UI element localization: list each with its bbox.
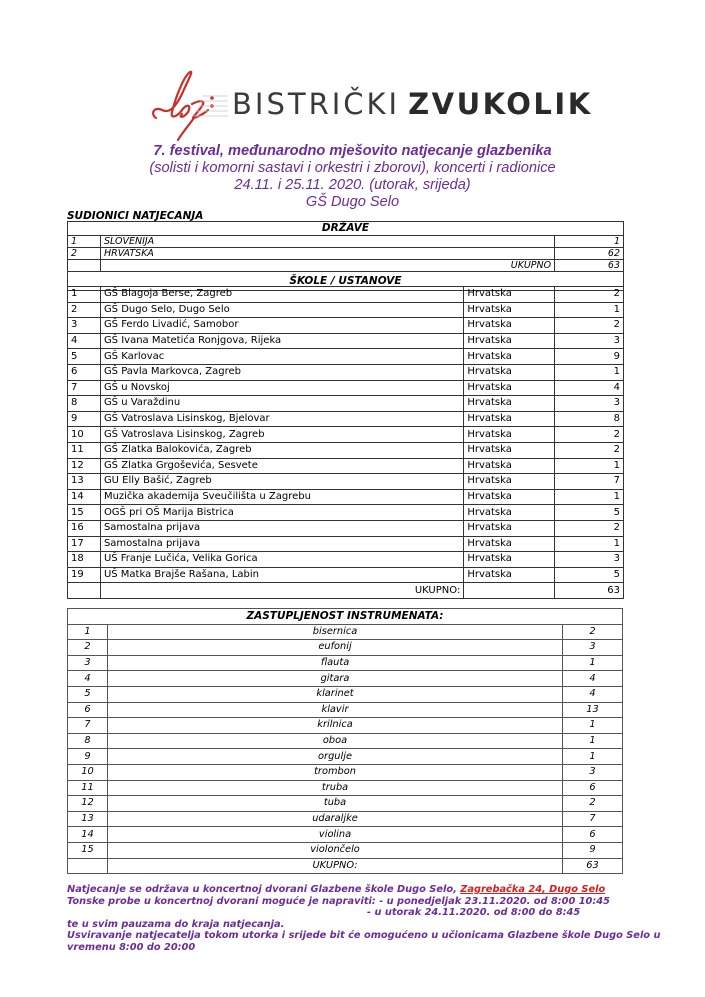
instrument-name: violina	[107, 827, 562, 843]
instrument-count: 6	[563, 827, 623, 843]
row-number: 17	[68, 536, 101, 552]
school-country: Hrvatska	[464, 333, 555, 349]
school-name: Samostalna prijava	[100, 536, 463, 552]
school-country: Hrvatska	[464, 505, 555, 521]
table-row	[68, 780, 623, 796]
school-count: 5	[555, 505, 624, 521]
empty-cell	[68, 260, 101, 272]
table-row	[68, 302, 624, 318]
row-number: 19	[68, 567, 101, 583]
row-number: 4	[68, 671, 108, 687]
row-number: 12	[68, 458, 101, 474]
instrument-count: 2	[563, 624, 623, 640]
row-number: 7	[68, 718, 108, 734]
instruments-heading: ZASTUPLJENOST INSTRUMENATA:	[68, 609, 623, 625]
instrument-count: 1	[563, 655, 623, 671]
section-label-participants: SUDIONICI NATJECANJA	[67, 210, 204, 222]
country-name: SLOVENIJA	[100, 236, 554, 248]
total-value: 63	[563, 858, 623, 874]
table-row	[68, 764, 623, 780]
school-count: 1	[555, 536, 624, 552]
school-country: Hrvatska	[464, 567, 555, 583]
instrument-name: bisernica	[107, 624, 562, 640]
table-row	[68, 474, 624, 490]
notes-soundcheck-line: Tonske probe u koncertnoj dvorani moguće je napraviti: - u ponedjeljak 23.11.2020. od 8:00 10:45	[67, 895, 610, 907]
table-row	[68, 333, 624, 349]
school-count: 1	[555, 364, 624, 380]
row-number: 1	[68, 236, 101, 248]
total-value: 63	[555, 260, 624, 272]
school-name: GŠ Zlatka Balokovića, Zagreb	[100, 442, 463, 458]
logo-word-bistricki: BISTRIČKI	[232, 87, 401, 121]
instrument-name: flauta	[107, 655, 562, 671]
table-row	[68, 396, 624, 412]
school-count: 2	[555, 427, 624, 443]
row-number: 6	[68, 702, 108, 718]
instrument-name: eufonij	[107, 640, 562, 656]
table-row	[68, 489, 624, 505]
table-row	[68, 505, 624, 521]
row-number: 18	[68, 552, 101, 568]
row-number: 15	[68, 842, 108, 858]
school-count: 2	[555, 442, 624, 458]
school-name: GŠ Vatroslava Lisinskog, Bjelovar	[100, 411, 463, 427]
school-count: 3	[555, 396, 624, 412]
total-label: UKUPNO:	[100, 583, 463, 599]
instrument-name: klarinet	[107, 686, 562, 702]
school-name: GŠ Vatroslava Lisinskog, Zagreb	[100, 427, 463, 443]
table-row	[68, 236, 624, 248]
school-country: Hrvatska	[464, 489, 555, 505]
countries-total-row	[68, 260, 624, 272]
row-number: 2	[68, 302, 101, 318]
school-country: Hrvatska	[464, 552, 555, 568]
instrument-count: 3	[563, 640, 623, 656]
school-count: 1	[555, 489, 624, 505]
table-row	[68, 842, 623, 858]
row-number: 1	[68, 287, 101, 303]
countries-heading-row	[68, 222, 624, 236]
row-number: 13	[68, 811, 108, 827]
school-country: Hrvatska	[464, 349, 555, 365]
school-country: Hrvatska	[464, 474, 555, 490]
event-notes	[67, 884, 687, 954]
country-name: HRVATSKA	[100, 248, 554, 260]
notes-pauses-line: te u svim pauzama do kraja natjecanja.	[67, 918, 285, 930]
table-row	[68, 640, 623, 656]
school-country: Hrvatska	[464, 364, 555, 380]
table-row	[68, 702, 623, 718]
school-name: OGŠ pri OŠ Marija Bistrica	[100, 505, 463, 521]
festival-venue: GŠ Dugo Selo	[305, 194, 400, 210]
row-number: 5	[68, 349, 101, 365]
row-number: 9	[68, 411, 101, 427]
school-country: Hrvatska	[464, 458, 555, 474]
row-number: 16	[68, 520, 101, 536]
school-country: Hrvatska	[464, 427, 555, 443]
table-row	[68, 536, 624, 552]
table-row	[68, 796, 623, 812]
table-row	[68, 411, 624, 427]
school-name: GU Elly Bašić, Zagreb	[100, 474, 463, 490]
table-row	[68, 671, 623, 687]
row-number: 11	[68, 442, 101, 458]
venue-address-link[interactable]: Zagrebačka 24, Dugo Selo	[460, 884, 606, 895]
instrument-name: oboa	[107, 733, 562, 749]
instrument-name: orgulje	[107, 749, 562, 765]
row-number: 2	[68, 640, 108, 656]
school-name: Muzička akademija Sveučilišta u Zagrebu	[100, 489, 463, 505]
festival-dates: 24.11. i 25.11. 2020. (utorak, srijeda)	[234, 177, 471, 193]
instrument-name: tuba	[107, 796, 562, 812]
instrument-name: violončelo	[107, 842, 562, 858]
instrument-name: udaraljke	[107, 811, 562, 827]
festival-subtitle: (solisti i komorni sastavi i orkestri i zborovi), koncerti i radionice	[149, 160, 556, 176]
countries-table	[67, 221, 624, 291]
instrument-count: 1	[563, 749, 623, 765]
table-row	[68, 686, 623, 702]
school-name: GŠ Blagoja Berse, Zagreb	[100, 287, 463, 303]
table-row	[68, 442, 624, 458]
instrument-count: 1	[563, 718, 623, 734]
empty-cell	[68, 583, 101, 599]
row-number: 8	[68, 733, 108, 749]
instrument-name: klavir	[107, 702, 562, 718]
instrument-name: krilnica	[107, 718, 562, 734]
empty-cell	[464, 583, 555, 599]
instrument-name: truba	[107, 780, 562, 796]
table-row	[68, 364, 624, 380]
instruments-total-row	[68, 858, 623, 874]
row-number: 5	[68, 686, 108, 702]
table-row	[68, 567, 624, 583]
total-value: 63	[555, 583, 624, 599]
notes-soundcheck-line-2: - u utorak 24.11.2020. od 8:00 do 8:45	[367, 907, 581, 919]
row-number: 9	[68, 749, 108, 765]
school-count: 1	[555, 458, 624, 474]
table-row	[68, 552, 624, 568]
row-number: 10	[68, 764, 108, 780]
school-count: 2	[555, 520, 624, 536]
notes-venue-line	[67, 884, 687, 896]
row-number: 2	[68, 248, 101, 260]
festival-title: 7. festival, međunarodno mješovito natjecanje glazbenika	[153, 143, 552, 159]
logo-wordmark	[232, 87, 593, 121]
schools-heading: ŠKOLE / USTANOVE	[68, 272, 624, 291]
instrument-count: 6	[563, 780, 623, 796]
table-row	[68, 427, 624, 443]
instrument-count: 13	[563, 702, 623, 718]
row-number: 8	[68, 396, 101, 412]
table-row	[68, 349, 624, 365]
empty-cell	[68, 858, 108, 874]
schools-total-row	[68, 583, 624, 599]
schools-table	[67, 286, 624, 599]
bz-monogram-logo-icon	[148, 66, 228, 142]
school-name: GŠ Dugo Selo, Dugo Selo	[100, 302, 463, 318]
school-name: UŠ Franje Lučića, Velika Gorica	[100, 552, 463, 568]
school-country: Hrvatska	[464, 411, 555, 427]
row-number: 14	[68, 827, 108, 843]
school-count: 2	[555, 287, 624, 303]
logo-word-zvukolik: ZVUKOLIK	[408, 87, 593, 121]
school-country: Hrvatska	[464, 318, 555, 334]
school-count: 7	[555, 474, 624, 490]
table-row	[68, 749, 623, 765]
school-country: Hrvatska	[464, 520, 555, 536]
row-number: 3	[68, 318, 101, 334]
instrument-count: 2	[563, 796, 623, 812]
school-count: 5	[555, 567, 624, 583]
instruments-heading-row	[68, 609, 623, 625]
school-country: Hrvatska	[464, 302, 555, 318]
table-row	[68, 718, 623, 734]
school-count: 4	[555, 380, 624, 396]
row-number: 13	[68, 474, 101, 490]
notes-venue-text: Natjecanje se održava u koncertnoj dvorani Glazbene škole Dugo Selo,	[67, 884, 461, 895]
school-country: Hrvatska	[464, 380, 555, 396]
school-count: 8	[555, 411, 624, 427]
table-row	[68, 458, 624, 474]
school-name: UŠ Matka Brajše Rašana, Labin	[100, 567, 463, 583]
school-name: GŠ Ivana Matetića Ronjgova, Rijeka	[100, 333, 463, 349]
table-row	[68, 733, 623, 749]
row-number: 14	[68, 489, 101, 505]
table-row	[68, 287, 624, 303]
row-number: 4	[68, 333, 101, 349]
table-row	[68, 655, 623, 671]
notes-warmup-time: vremenu 8:00 do 20:00	[67, 941, 196, 953]
instruments-table	[67, 608, 623, 874]
total-label: UKUPNO:	[107, 858, 562, 874]
country-count: 1	[555, 236, 624, 248]
total-label: UKUPNO	[100, 260, 554, 272]
school-count: 9	[555, 349, 624, 365]
row-number: 11	[68, 780, 108, 796]
school-name: GŠ Zlatka Grgoševića, Sesvete	[100, 458, 463, 474]
school-country: Hrvatska	[464, 287, 555, 303]
instrument-count: 4	[563, 686, 623, 702]
row-number: 10	[68, 427, 101, 443]
school-name: GŠ u Novskoj	[100, 380, 463, 396]
row-number: 12	[68, 796, 108, 812]
school-name: GŠ Karlovac	[100, 349, 463, 365]
instrument-count: 7	[563, 811, 623, 827]
table-row	[68, 318, 624, 334]
school-name: GŠ Pavla Markovca, Zagreb	[100, 364, 463, 380]
instrument-name: trombon	[107, 764, 562, 780]
school-count: 3	[555, 333, 624, 349]
row-number: 7	[68, 380, 101, 396]
country-count: 62	[555, 248, 624, 260]
table-row	[68, 827, 623, 843]
table-row	[68, 380, 624, 396]
instrument-name: gitara	[107, 671, 562, 687]
instrument-count: 3	[563, 764, 623, 780]
countries-heading: DRŽAVE	[68, 222, 624, 236]
table-row	[68, 624, 623, 640]
row-number: 6	[68, 364, 101, 380]
row-number: 1	[68, 624, 108, 640]
row-number: 3	[68, 655, 108, 671]
school-count: 3	[555, 552, 624, 568]
instrument-count: 4	[563, 671, 623, 687]
school-country: Hrvatska	[464, 396, 555, 412]
table-row	[68, 248, 624, 260]
table-row	[68, 811, 623, 827]
school-count: 1	[555, 302, 624, 318]
school-country: Hrvatska	[464, 536, 555, 552]
school-name: GŠ u Varaždinu	[100, 396, 463, 412]
instrument-count: 1	[563, 733, 623, 749]
festival-header	[0, 62, 705, 142]
notes-warmup-line: Usviravanje natjecatelja tokom utorka i srijede bit će omogućeno u učionicama Glazbene škole Dugo Selo u	[67, 930, 661, 942]
school-country: Hrvatska	[464, 442, 555, 458]
school-name: Samostalna prijava	[100, 520, 463, 536]
school-name: GŠ Ferdo Livadić, Samobor	[100, 318, 463, 334]
table-row	[68, 520, 624, 536]
school-count: 2	[555, 318, 624, 334]
instrument-count: 9	[563, 842, 623, 858]
row-number: 15	[68, 505, 101, 521]
